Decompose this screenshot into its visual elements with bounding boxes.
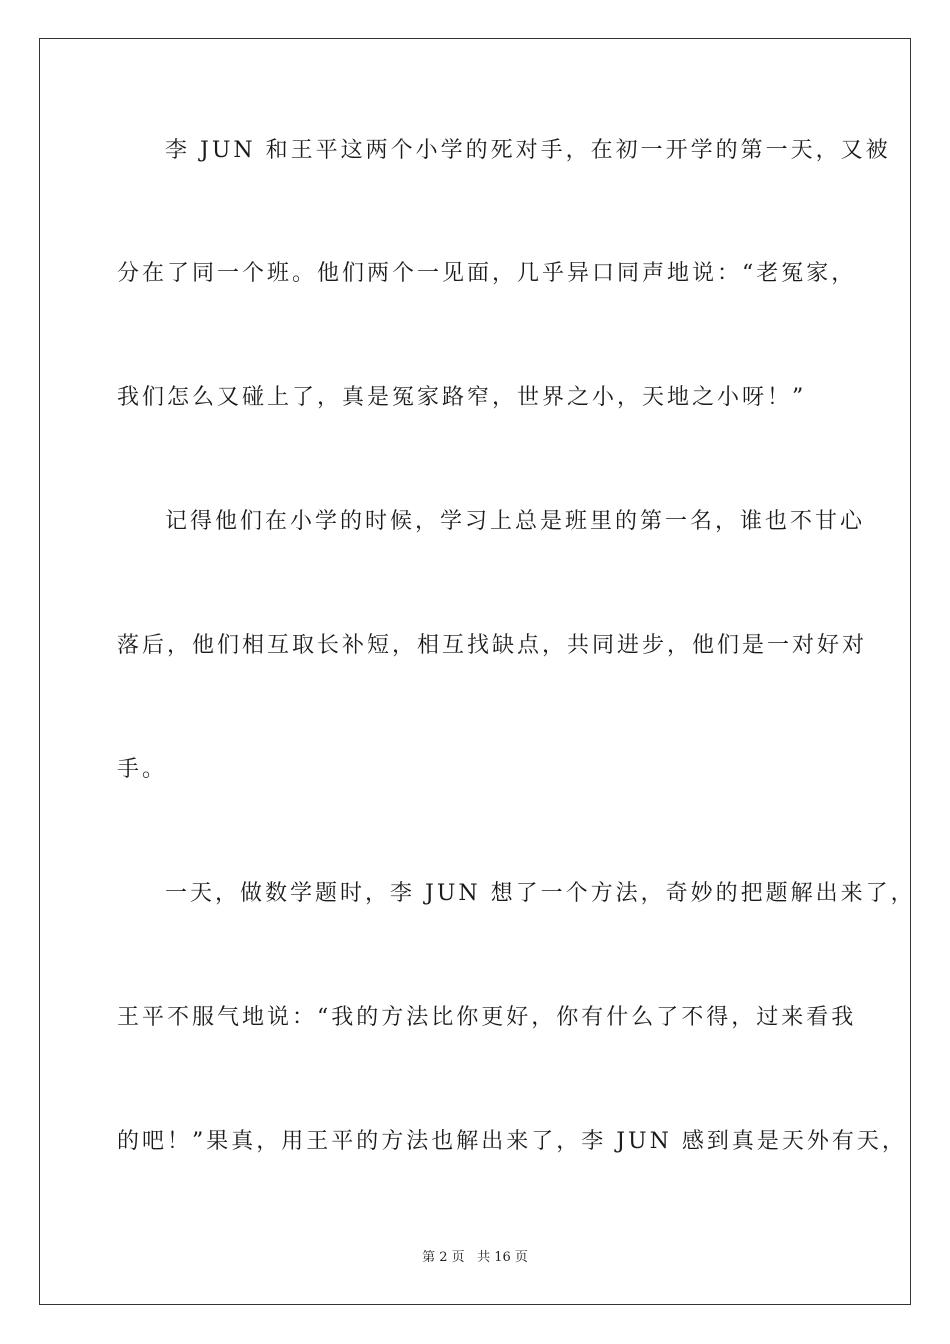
page-number: 第 2 页 bbox=[422, 1250, 465, 1265]
paragraph-2-line-1: 记得他们在小学的时候，学习上总是班里的第一名，谁也不甘心 bbox=[165, 509, 866, 534]
paragraph-1-line-1: 李 JUN 和王平这两个小学的死对手，在初一开学的第一天，又被 bbox=[165, 138, 891, 163]
page-footer bbox=[0, 1246, 950, 1265]
page-border bbox=[39, 38, 911, 1305]
total-pages: 共 16 页 bbox=[477, 1250, 528, 1265]
paragraph-2-line-3: 手。 bbox=[117, 757, 168, 782]
paragraph-1-line-3: 我们怎么又碰上了，真是冤家路窄，世界之小，天地之小呀！” bbox=[117, 385, 807, 410]
paragraph-3-line-3: 的吧！”果真，用王平的方法也解出来了，李 JUN 感到真是天外有天， bbox=[117, 1129, 907, 1154]
paragraph-3-line-2: 王平不服气地说：“我的方法比你更好，你有什么了不得，过来看我 bbox=[117, 1005, 857, 1030]
paragraph-1-line-2: 分在了同一个班。他们两个一见面，几乎异口同声地说：“老冤家， bbox=[117, 261, 857, 286]
paragraph-3-line-1: 一天，做数学题时，李 JUN 想了一个方法，奇妙的把题解出来了， bbox=[165, 881, 916, 906]
paragraph-2-line-2: 落后，他们相互取长补短，相互找缺点，共同进步，他们是一对好对 bbox=[117, 633, 868, 658]
